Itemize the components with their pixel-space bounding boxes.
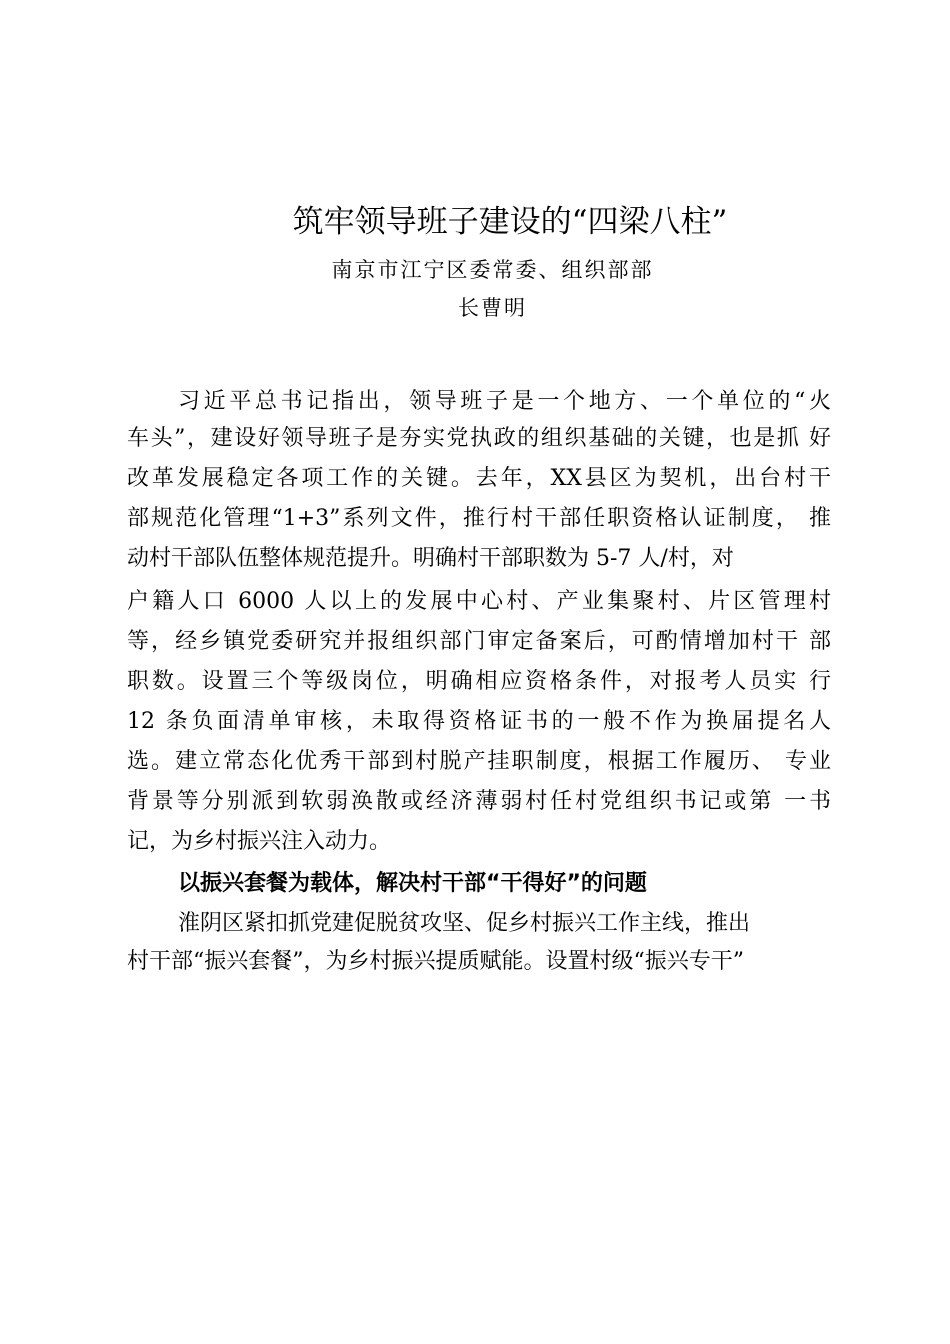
paragraph-1-line: 记，为乡村振兴注入动力。	[127, 829, 392, 854]
paragraph-1-line: 部规范化管理“1+3”系列文件，推行村干部任职资格认证制度， 推	[127, 506, 831, 531]
paragraph-1-line: 等，经乡镇党委研究并报组织部门审定备案后，可酌情增加村干 部	[127, 629, 831, 654]
author-line-1: 南京市江宁区委常委、组织部部	[331, 258, 654, 282]
paragraph-1-line: 背景等分别派到软弱涣散或经济薄弱村任村党组织书记或第 一书	[127, 789, 831, 814]
paragraph-1-line: 车头”，建设好领导班子是夯实党执政的组织基础的关键，也是抓 好	[127, 426, 831, 451]
document-title: 筑牢领导班子建设的“四梁八柱”	[292, 204, 728, 240]
paragraph-1-line: 改革发展稳定各项工作的关键。去年，XX县区为契机，出台村干	[127, 466, 831, 491]
paragraph-1-line: 职数。设置三个等级岗位，明确相应资格条件，对报考人员实 行	[127, 669, 831, 694]
paragraph-2-line: 淮阴区紧扣抓党建促脱贫攻坚、促乡村振兴工作主线，推出	[178, 911, 751, 936]
author-line-2: 长曹明	[458, 296, 527, 320]
paragraph-2-line: 村干部“振兴套餐”，为乡村振兴提质赋能。设置村级“振兴专干”	[127, 949, 744, 974]
paragraph-1-line: 选。建立常态化优秀干部到村脱产挂职制度，根据工作履历、 专业	[127, 749, 831, 774]
section-heading: 以振兴套餐为载体，解决村干部“干得好”的问题	[178, 871, 647, 896]
paragraph-1-line: 12 条负面清单审核，未取得资格证书的一般不作为换届提名人	[127, 709, 831, 734]
paragraph-1-line: 动村干部队伍整体规范提升。明确村干部职数为 5-7 人/村，对	[127, 546, 734, 571]
paragraph-1-line: 户籍人口 6000 人以上的发展中心村、产业集聚村、片区管理村	[127, 589, 831, 614]
paragraph-1-line: 习近平总书记指出，领导班子是一个地方、一个单位的“火	[178, 389, 831, 414]
